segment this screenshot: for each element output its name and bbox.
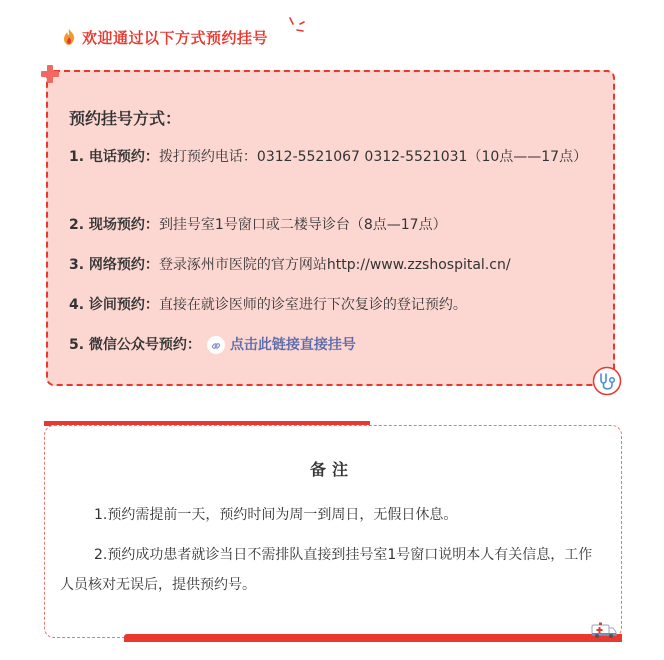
booking-item-clinic: [69, 290, 599, 320]
booking-item-text: 到挂号室1号窗口或二楼导诊台（8点—17点）: [158, 217, 447, 233]
booking-item-wechat: [69, 330, 599, 360]
notes-item: 2.预约成功患者就诊当日不需排队直接到挂号室1号窗口说明本人有关信息，工作人员核对无误后，提供预约号。: [60, 547, 593, 593]
booking-item-phone: [69, 142, 599, 172]
booking-item-online: [69, 250, 599, 280]
booking-item-label: 5. 微信公众号预约：: [69, 337, 201, 353]
booking-item-text: 登录涿州市医院的官方网站http://www.zzshospital.cn/: [158, 257, 511, 273]
plus-icon: [39, 63, 61, 85]
booking-item-label: 2. 现场预约：: [69, 217, 159, 233]
booking-title: 预约挂号方式：: [69, 109, 182, 128]
wechat-booking-link[interactable]: 点击此链接直接挂号: [229, 337, 356, 353]
booking-item-label: 1. 电话预约：: [69, 149, 159, 165]
notes-item: 1.预约需提前一天，预约时间为周一到周日，无假日休息。: [94, 507, 458, 523]
link-icon[interactable]: [207, 336, 225, 354]
notes-title: 备注: [309, 460, 354, 479]
booking-item-onsite: [69, 210, 599, 240]
stethoscope-icon: [592, 366, 622, 396]
header-title: 欢迎通过以下方式预约挂号: [82, 28, 269, 47]
booking-item-label: 4. 诊间预约：: [69, 297, 159, 313]
sparkle-icon: [286, 16, 306, 40]
booking-methods-card: [46, 70, 615, 386]
notes-bottom-accent-bar: [124, 634, 622, 642]
booking-item-text: 拨打预约电话：0312-5521067 0312-5521031（10点——17点）: [158, 149, 588, 165]
ambulance-icon: [590, 620, 618, 640]
flame-icon: [62, 28, 76, 46]
booking-item-label: 3. 网络预约：: [69, 257, 159, 273]
booking-item-text: 直接在就诊医师的诊室进行下次复诊的登记预约。: [158, 297, 467, 313]
section-header: [62, 24, 268, 50]
